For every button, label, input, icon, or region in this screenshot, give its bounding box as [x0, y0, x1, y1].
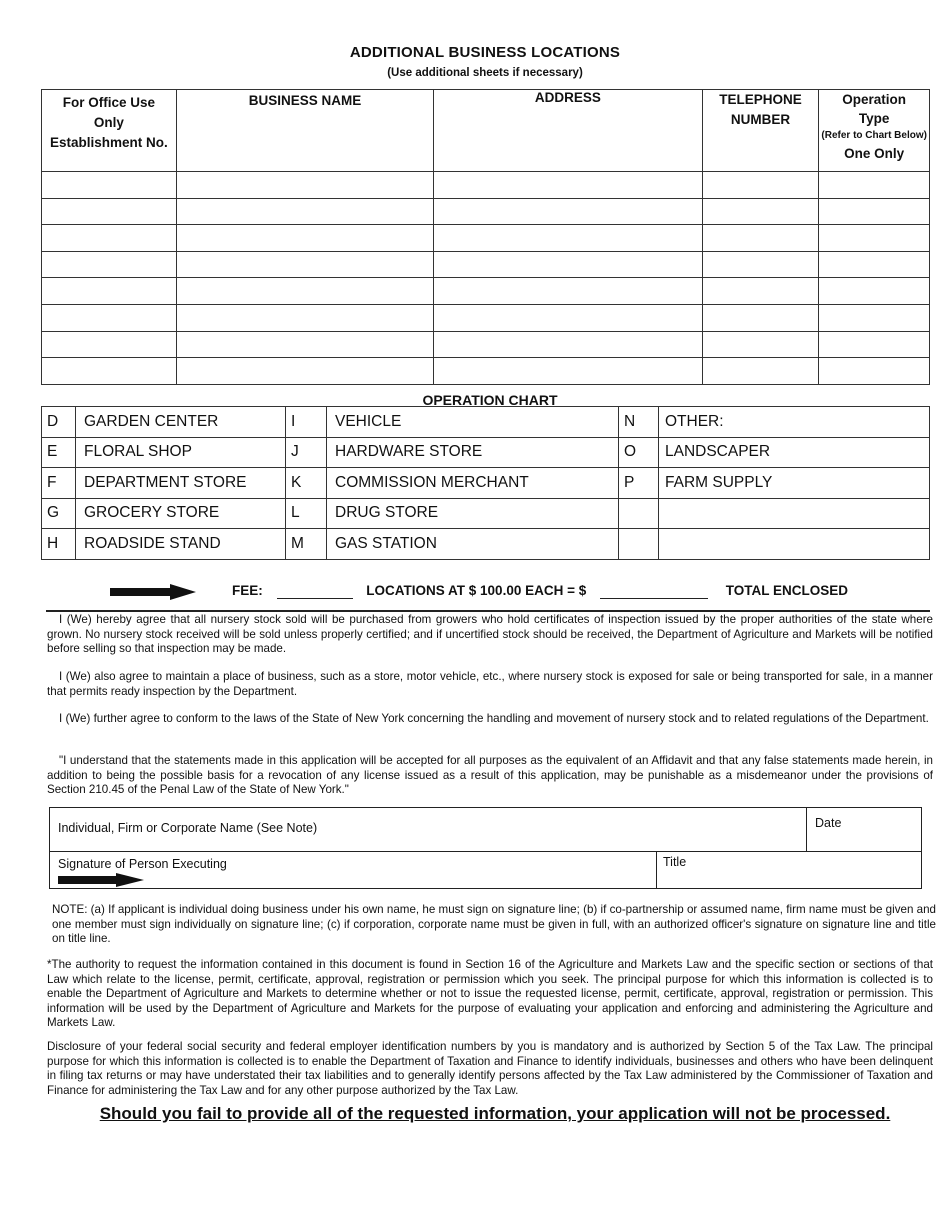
table-row [42, 304, 930, 331]
table-row [42, 358, 930, 385]
agreement-paragraph: I (We) further agree to conform to the laws of the State of New York concerning the handling and movement of nursery stock and to related regulations of the Department. [59, 712, 929, 725]
business-locations-table [41, 89, 930, 385]
address-field[interactable] [434, 225, 703, 252]
operation-type-field[interactable] [819, 358, 930, 385]
business-name-field[interactable] [176, 358, 433, 385]
operation-name: FARM SUPPLY [659, 468, 930, 499]
operation-code: G [42, 498, 76, 529]
business-name-field[interactable] [176, 331, 433, 358]
chart-row [42, 529, 930, 560]
operation-code: I [286, 407, 327, 438]
business-name-field[interactable] [176, 304, 433, 331]
operation-code [619, 529, 659, 560]
address-field[interactable] [434, 172, 703, 199]
agreement-paragraph: I (We) hereby agree that all nursery stock sold will be purchased from growers who hold certificates of inspection issued by the proper authorities of the state where grown. No nursery stock received will be sold unless properly certified; and if uncertified stock should be received, the Department of Agriculture and Markets will be notified before selling so that inspection may be made. [47, 613, 933, 656]
signature-label: Signature of Person Executing [58, 857, 227, 871]
name-label: Individual, Firm or Corporate Name (See Note) [58, 821, 318, 835]
telephone-field[interactable] [702, 251, 819, 278]
form-title: ADDITIONAL BUSINESS LOCATIONS [349, 44, 621, 61]
business-name-field[interactable] [176, 225, 433, 252]
fee-total-field[interactable] [600, 583, 708, 599]
operation-code: F [42, 468, 76, 499]
operation-type-field[interactable] [819, 251, 930, 278]
telephone-field[interactable] [702, 225, 819, 252]
table-header-row [42, 90, 930, 172]
fee-line [232, 583, 848, 599]
establishment-no-field[interactable] [42, 278, 177, 305]
form-subtitle: (Use additional sheets if necessary) [387, 67, 583, 79]
establishment-no-field[interactable] [42, 331, 177, 358]
operation-type-field[interactable] [819, 331, 930, 358]
signature-field[interactable] [50, 853, 656, 888]
disclosure-paragraph: Disclosure of your federal social security and federal employer identification numbers by you is mandatory and is authorized by Section 5 of the Tax Law. The principal purpose for which this information is collected is to enable the Department of Taxation and Finance to identify individuals, businesses and others who have been delinquent in filing tax returns or may have understated their tax liabilities and to generally identify persons affected by the Tax Law administered by the Commissioner of Taxation and Finance for administering the Tax Law and for any other purpose authorized by the Tax Law. [47, 1040, 933, 1097]
name-row[interactable] [50, 808, 921, 852]
arrow-right-icon [58, 873, 144, 887]
telephone-field[interactable] [702, 198, 819, 225]
location-count-field[interactable] [277, 583, 353, 599]
establishment-no-field[interactable] [42, 358, 177, 385]
address-field[interactable] [434, 251, 703, 278]
establishment-no-field[interactable] [42, 198, 177, 225]
title-field[interactable] [656, 851, 687, 888]
address-field[interactable] [434, 331, 703, 358]
operation-code: K [286, 468, 327, 499]
operation-name: OTHER: [659, 407, 930, 438]
arrow-right-icon [110, 584, 196, 600]
operation-name: FLORAL SHOP [76, 437, 286, 468]
header-address: ADDRESS [434, 90, 703, 172]
operation-name: DEPARTMENT STORE [76, 468, 286, 499]
date-field[interactable] [806, 808, 842, 851]
chart-row [42, 437, 930, 468]
chart-row [42, 407, 930, 438]
business-name-field[interactable] [176, 198, 433, 225]
telephone-field[interactable] [702, 278, 819, 305]
operation-type-field[interactable] [819, 225, 930, 252]
operation-code: M [286, 529, 327, 560]
address-field[interactable] [434, 358, 703, 385]
table-row [42, 172, 930, 199]
business-name-field[interactable] [176, 251, 433, 278]
header-operation-type-line: Type [858, 111, 890, 126]
operation-code: P [619, 468, 659, 499]
table-row [42, 225, 930, 252]
operation-code: H [42, 529, 76, 560]
operation-name: COMMISSION MERCHANT [327, 468, 619, 499]
establishment-no-field[interactable] [42, 172, 177, 199]
operation-name: GARDEN CENTER [76, 407, 286, 438]
divider [46, 610, 930, 612]
operation-name: DRUG STORE [327, 498, 619, 529]
fee-locations-text: LOCATIONS AT $ 100.00 EACH = $ [366, 583, 587, 598]
header-office-use-line: Only [93, 115, 124, 130]
business-name-field[interactable] [176, 278, 433, 305]
agreement-paragraph: I (We) also agree to maintain a place of business, such as a store, motor vehicle, etc., where nursery stock is exposed for sale or being transported for sale, in a manner that permits ready inspection by the Department. [47, 670, 933, 698]
operation-type-field[interactable] [819, 198, 930, 225]
header-operation-type-line: One Only [844, 146, 905, 161]
operation-code: D [42, 407, 76, 438]
header-operation-type [819, 90, 930, 172]
fee-label: FEE: [232, 583, 263, 598]
operation-code: O [619, 437, 659, 468]
operation-name: VEHICLE [327, 407, 619, 438]
operation-name: GROCERY STORE [76, 498, 286, 529]
establishment-no-field[interactable] [42, 304, 177, 331]
operation-name: ROADSIDE STAND [76, 529, 286, 560]
header-operation-type-line: Operation [842, 92, 907, 107]
business-name-field[interactable] [176, 172, 433, 199]
establishment-no-field[interactable] [42, 225, 177, 252]
telephone-field[interactable] [702, 358, 819, 385]
header-office-use-line: Establishment No. [49, 135, 168, 150]
processing-warning: Should you fail to provide all of the requested information, your application will not be processed. [99, 1104, 891, 1123]
address-field[interactable] [434, 278, 703, 305]
header-office-use-line: For Office Use [62, 95, 156, 110]
operation-type-field[interactable] [819, 304, 930, 331]
establishment-no-field[interactable] [42, 251, 177, 278]
header-telephone-line: NUMBER [730, 112, 791, 127]
operation-code: L [286, 498, 327, 529]
operation-code: J [286, 437, 327, 468]
operation-type-field[interactable] [819, 278, 930, 305]
operation-name [659, 529, 930, 560]
table-row [42, 198, 930, 225]
address-field[interactable] [434, 304, 703, 331]
affidavit-paragraph: "I understand that the statements made in this application will be accepted for all purposes as the equivalent of an Affidavit and that any false statements made herein, in addition to being the possible basis for a revocation of any license issued as a result of this application, may be punishable as a misdemeanor under the provisions of Section 210.45 of the Penal Law of the State of New York." [47, 754, 933, 797]
header-telephone-line: TELEPHONE [719, 92, 802, 107]
table-row [42, 251, 930, 278]
operation-code [619, 498, 659, 529]
operation-chart-table [41, 406, 930, 560]
title-label: Title [663, 855, 687, 869]
operation-name: GAS STATION [327, 529, 619, 560]
header-telephone [702, 90, 819, 172]
operation-code: E [42, 437, 76, 468]
table-row [42, 278, 930, 305]
header-office-use [42, 90, 177, 172]
header-operation-type-note: (Refer to Chart Below) [821, 130, 927, 141]
signature-box [49, 807, 922, 889]
operation-type-field[interactable] [819, 172, 930, 199]
note-paragraph: NOTE: (a) If applicant is individual doing business under his own name, he must sign on signature line; (b) if co-partnership or assumed name, firm name must be given and one member must sign individually on signature line; (c) if corporation, corporate name must be given in full, with an authorized officer's signature on signature line and title on title line. [52, 903, 936, 946]
date-label: Date [815, 816, 842, 830]
table-row [42, 331, 930, 358]
chart-row [42, 468, 930, 499]
chart-row [42, 498, 930, 529]
operation-name: LANDSCAPER [659, 437, 930, 468]
operation-name: HARDWARE STORE [327, 437, 619, 468]
telephone-field[interactable] [702, 304, 819, 331]
telephone-field[interactable] [702, 172, 819, 199]
header-business-name: BUSINESS NAME [176, 90, 433, 172]
operation-chart-title: OPERATION CHART [422, 392, 558, 408]
authority-paragraph: *The authority to request the information contained in this document is found in Section 16 of the Agriculture and Markets Law and the specific section or sections of that Law which relate to the license, permit, certificate, approval, registration or permission which you seek. The principal purpose for which this information is collected is to enable the Department of Agriculture and Markets to determine whether or not to issue the requested license, permit, certificate, approval, registration or permission. This information will be used by the Department of Agriculture and Markets for the purpose of evaluating your application and enforcing and administering the Agriculture and Markets Law. [47, 958, 933, 1030]
telephone-field[interactable] [702, 331, 819, 358]
fee-total-label: TOTAL ENCLOSED [725, 583, 849, 598]
operation-code: N [619, 407, 659, 438]
address-field[interactable] [434, 198, 703, 225]
operation-name [659, 498, 930, 529]
